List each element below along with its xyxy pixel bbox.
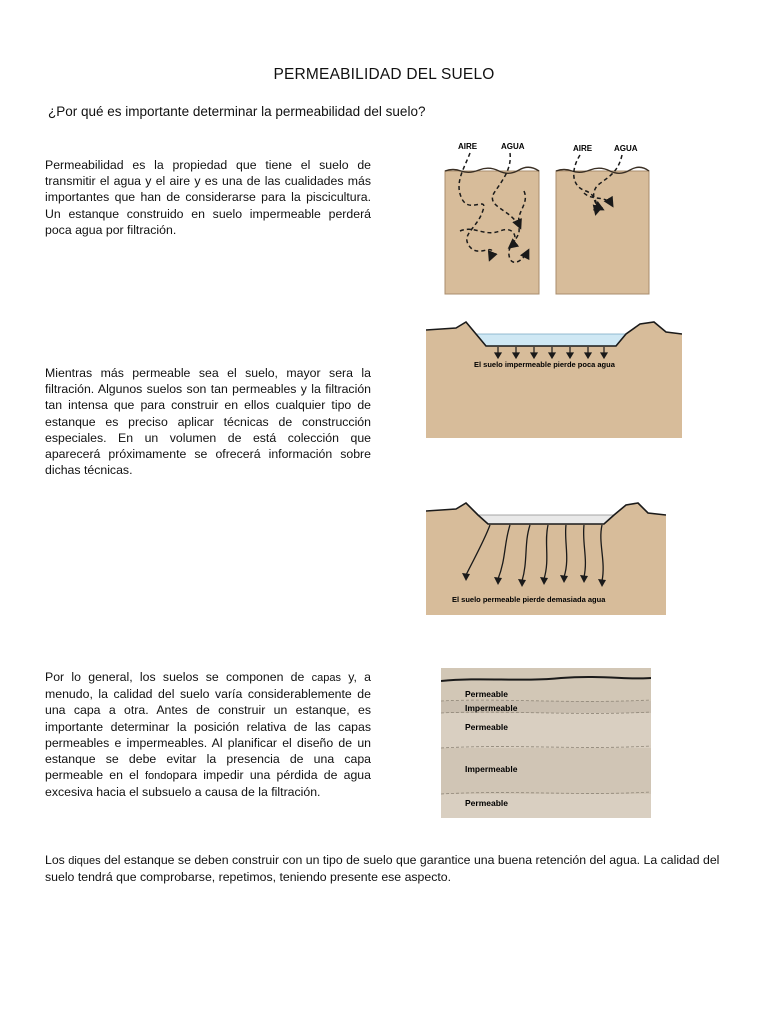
paragraph-dikes-text-1: Los — [45, 853, 69, 867]
term-fondo: fondo — [144, 770, 173, 783]
paragraph-dikes — [45, 852, 725, 885]
label-agua-right: AGUA — [614, 144, 638, 153]
layer-label-2: Impermeable — [465, 703, 518, 713]
impermeable-pond-figure — [426, 314, 682, 438]
term-diques: diques — [68, 855, 101, 867]
paragraph-permeability-definition: Permeabilidad es la propiedad que tiene el suelo de transmitir el agua y el aire y es una de las cualidades más importantes que han de considerarse para la piscicultura. Un estanque construido en suelo impermeable perderá poca agua por filtración. — [45, 158, 371, 237]
label-agua-left: AGUA — [501, 142, 525, 151]
label-aire-right: AIRE — [573, 144, 593, 153]
paragraph-soil-layers-text-1: Por lo general, los suelos se componen de — [45, 670, 312, 684]
section-question: ¿Por qué es importante determinar la permeabilidad del suelo? — [48, 104, 426, 119]
term-capas: capas — [311, 672, 341, 684]
air-water-soil-figure — [440, 135, 656, 297]
paragraph-dikes-text-2: del estanque se deben construir con un tipo de suelo que garantice una buena retención del agua. La calidad del suelo tendrá que comprobarse, repetimos, teniendo presente ese aspecto. — [45, 853, 720, 885]
paragraph-soil-layers-text-2: y, a menudo, la calidad del suelo varía considerablemente de una capa a otra. Antes de construir un estanque, es importante determinar la posición relativa de las capas permeables e impermeables. Al planificar el diseño de un estanque se debe evitar la presencia de una capa permeable en el — [45, 670, 371, 783]
label-aire-left: AIRE — [458, 142, 478, 151]
layer-label-4: Impermeable — [465, 764, 518, 774]
impermeable-soil-block — [556, 171, 649, 294]
page-title: PERMEABILIDAD DEL SUELO — [273, 66, 495, 83]
permeable-pond-caption: El suelo permeable pierde demasiada agua — [452, 595, 606, 604]
layer-label-1: Permeable — [465, 689, 508, 699]
impermeable-pond-caption: El suelo impermeable pierde poca agua — [474, 360, 615, 369]
layer-label-3: Permeable — [465, 722, 508, 732]
layer-label-5: Permeable — [465, 798, 508, 808]
paragraph-soil-layers-text-3: para impedir una pérdida de agua excesiva hacia el subsuelo a causa de la filtración. — [45, 768, 371, 800]
soil-layers-figure — [441, 668, 651, 818]
paragraph-filtration: Mientras más permeable sea el suelo, mayor sera la filtración. Algunos suelos son tan permeables y la filtración tan intensa que para construir en ellos cualquier tipo de estanque es preciso aplicar técnicas de construcción especiales. En un volumen de está colección que aparecerá próximamente se ofrecerá información sobre dichas técnicas. — [45, 366, 371, 478]
permeable-pond-figure — [426, 497, 666, 615]
paragraph-soil-layers — [45, 669, 371, 801]
